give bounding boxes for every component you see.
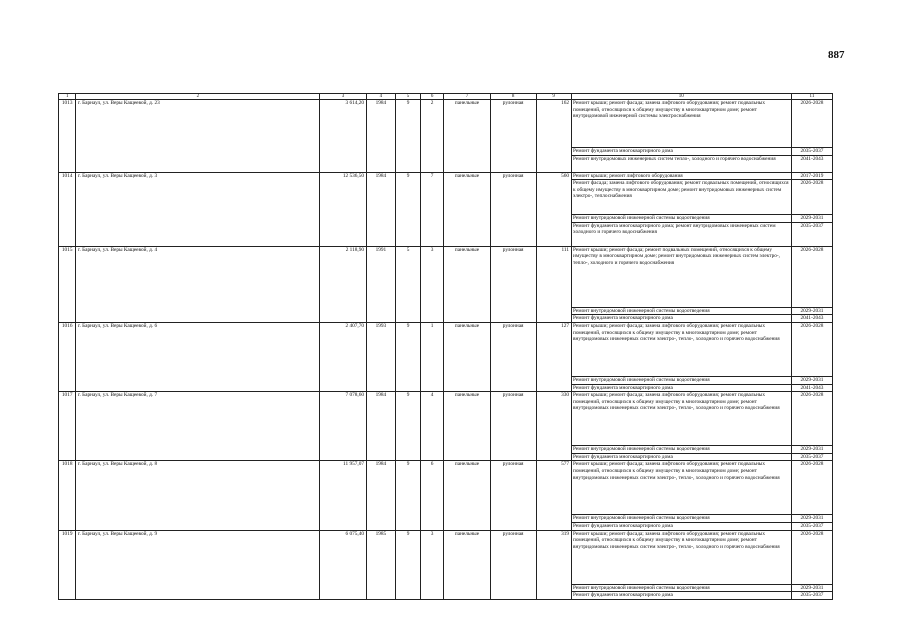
repair-period: 2029-2031 <box>791 215 832 223</box>
repair-period: 2041-2043 <box>791 384 832 392</box>
building-number: 1016 <box>59 322 76 391</box>
column-number: 10 <box>571 94 791 100</box>
roof-type: рулонная <box>490 461 536 530</box>
roof-type: рулонная <box>490 530 536 599</box>
building-address: г. Барнаул, ул. Веры Кащеевой, д. 6 <box>76 322 320 391</box>
floors-count: 5 <box>396 246 421 322</box>
table-row <box>59 530 833 584</box>
building-address: г. Барнаул, ул. Веры Кащеевой, д. 4 <box>76 246 320 322</box>
building-address: г. Барнаул, ул. Веры Кащеевой, д. 3 <box>76 172 320 246</box>
repair-period: 2035-2037 <box>791 453 832 461</box>
repair-period: 2029-2031 <box>791 376 832 384</box>
building-area: 6 075,40 <box>320 530 366 599</box>
column-number: 1 <box>59 94 76 100</box>
repair-work-description: Ремонт крыши; ремонт фасада; замена лифтового оборудования; ремонт подвальных помещений, относящихся к общему имуществу в многоквартирном доме; ремонт внутридомовых инженерных систем электро-, тепло-, холодного и горячего водоснабжения <box>571 461 791 515</box>
residents-count: 111 <box>536 246 571 322</box>
building-number: 1018 <box>59 461 76 530</box>
repair-work-description: Ремонт внутридомовой инженерной системы водоотведения <box>571 446 791 454</box>
residents-count: 577 <box>536 461 571 530</box>
repair-period: 2026-2028 <box>791 100 832 148</box>
column-number: 4 <box>366 94 396 100</box>
building-number: 1014 <box>59 172 76 246</box>
building-area: 2 118,90 <box>320 246 366 322</box>
repair-period: 2029-2031 <box>791 584 832 592</box>
table-row <box>59 172 833 180</box>
repair-work-description: Ремонт фундамента многоквартирного дома <box>571 315 791 323</box>
column-number: 6 <box>420 94 444 100</box>
repair-work-description: Ремонт фундамента многоквартирного дома <box>571 453 791 461</box>
repair-work-description: Ремонт внутридомовой инженерной системы водоотведения <box>571 376 791 384</box>
building-address: г. Барнаул, ул. Веры Кащеевой, д. 8 <box>76 461 320 530</box>
residents-count: 162 <box>536 100 571 173</box>
building-year: 1984 <box>366 100 396 173</box>
residents-count: 560 <box>536 172 571 246</box>
building-number: 1017 <box>59 392 76 461</box>
entrances-count: 2 <box>420 100 444 173</box>
repair-period: 2029-2031 <box>791 515 832 523</box>
table-row <box>59 392 833 446</box>
repair-work-description: Ремонт крыши; ремонт фасада; замена лифтового оборудования; ремонт подвальных помещений, относящихся к общему имуществу в многоквартирном доме; ремонт внутридомовых инженерных систем электро-, тепло-, холодного и горячего водоснабжения <box>571 530 791 584</box>
roof-type: рулонная <box>490 172 536 246</box>
roof-type: рулонная <box>490 322 536 391</box>
entrances-count: 3 <box>420 246 444 322</box>
residents-count: 330 <box>536 392 571 461</box>
wall-material: панельные <box>444 530 490 599</box>
floors-count: 9 <box>396 322 421 391</box>
entrances-count: 7 <box>420 172 444 246</box>
repair-work-description: Ремонт фундамента многоквартирного дома; ремонт внутридомовых инженерных систем холодного и горячего водоснабжения <box>571 222 791 246</box>
repair-work-description: Ремонт фасада; замена лифтового оборудования; ремонт подвальных помещений, относящихся к общему имуществу в многоквартирном доме; ремонт внутридомовых инженерных систем электро-, теплоснабжения <box>571 180 791 215</box>
building-year: 1991 <box>366 246 396 322</box>
table-row <box>59 461 833 515</box>
repair-work-description: Ремонт внутридомовой инженерной системы водоотведения <box>571 215 791 223</box>
entrances-count: 1 <box>420 322 444 391</box>
repair-period: 2041-2043 <box>791 155 832 172</box>
repair-period: 2035-2037 <box>791 592 832 600</box>
column-number: 8 <box>490 94 536 100</box>
repair-work-description: Ремонт фундамента многоквартирного дома <box>571 592 791 600</box>
repair-work-description: Ремонт крыши; ремонт фасада; замена лифтового оборудования; ремонт подвальных помещений, относящихся к общему имуществу в многоквартирном доме; ремонт внутридомовых инженерных систем электро-, тепло-, холодного и горячего водоснабжения <box>571 322 791 376</box>
floors-count: 9 <box>396 530 421 599</box>
building-year: 1984 <box>366 461 396 530</box>
building-year: 1993 <box>366 322 396 391</box>
floors-count: 9 <box>396 461 421 530</box>
column-number: 7 <box>444 94 490 100</box>
roof-type: рулонная <box>490 246 536 322</box>
repair-work-description: Ремонт внутридомовой инженерной системы водоотведения <box>571 584 791 592</box>
column-number: 3 <box>320 94 366 100</box>
building-address: г. Барнаул, ул. Веры Кащеевой, д. 9 <box>76 530 320 599</box>
repair-work-description: Ремонт крыши; ремонт лифтового оборудования <box>571 172 791 180</box>
repair-work-description: Ремонт внутридомовой инженерной системы водоотведения <box>571 307 791 315</box>
repair-work-description: Ремонт внутридомовой инженерной системы водоотведения <box>571 515 791 523</box>
wall-material: панельные <box>444 392 490 461</box>
residents-count: 319 <box>536 530 571 599</box>
building-number: 1019 <box>59 530 76 599</box>
repair-period: 2026-2028 <box>791 530 832 584</box>
repair-period: 2029-2031 <box>791 446 832 454</box>
floors-count: 9 <box>396 100 421 173</box>
repair-work-description: Ремонт фундамента многоквартирного дома <box>571 522 791 530</box>
entrances-count: 3 <box>420 530 444 599</box>
table-row <box>59 100 833 148</box>
repair-work-description: Ремонт крыши; ремонт фасада; ремонт подвальных помещений, относящихся к общему имуществу в многоквартирном доме; ремонт внутридомовых инженерных систем электро-, тепло-, холодного и горячего водоснабжения <box>571 246 791 307</box>
column-number: 2 <box>76 94 320 100</box>
repair-period: 2035-2037 <box>791 148 832 156</box>
wall-material: панельные <box>444 322 490 391</box>
building-number: 1015 <box>59 246 76 322</box>
building-year: 1985 <box>366 530 396 599</box>
floors-count: 9 <box>396 172 421 246</box>
building-address: г. Барнаул, ул. Веры Кащеевой, д. 7 <box>76 392 320 461</box>
wall-material: панельные <box>444 100 490 173</box>
housing-repair-table <box>58 93 833 600</box>
repair-period: 2026-2028 <box>791 180 832 215</box>
repair-period: 2026-2028 <box>791 461 832 515</box>
entrances-count: 4 <box>420 392 444 461</box>
page-number: 887 <box>828 49 845 61</box>
repair-period: 2041-2043 <box>791 315 832 323</box>
wall-material: панельные <box>444 461 490 530</box>
repair-work-description: Ремонт внутридомовых инженерных систем тепло-, холодного и горячего водоснабжения <box>571 155 791 172</box>
repair-work-description: Ремонт крыши; ремонт фасада; замена лифтового оборудования; ремонт подвальных помещений, относящихся к общему имуществу в многоквартирном доме; ремонт внутридомовых инженерных систем электро-, тепло-, холодного и горячего водоснабжения <box>571 392 791 446</box>
repair-work-description: Ремонт фундамента многоквартирного дома <box>571 384 791 392</box>
repair-period: 2026-2028 <box>791 322 832 376</box>
roof-type: рулонная <box>490 392 536 461</box>
repair-period: 2035-2037 <box>791 222 832 246</box>
table-row <box>59 322 833 376</box>
repair-period: 2017-2019 <box>791 172 832 180</box>
floors-count: 9 <box>396 392 421 461</box>
repair-period: 2035-2037 <box>791 522 832 530</box>
building-address: г. Барнаул, ул. Веры Кащеевой, д. 23 <box>76 100 320 173</box>
column-number: 9 <box>536 94 571 100</box>
residents-count: 127 <box>536 322 571 391</box>
building-number: 1013 <box>59 100 76 173</box>
repair-period: 2026-2028 <box>791 246 832 307</box>
building-year: 1984 <box>366 172 396 246</box>
wall-material: панельные <box>444 172 490 246</box>
repair-period: 2029-2031 <box>791 307 832 315</box>
building-year: 1984 <box>366 392 396 461</box>
repair-work-description: Ремонт крыши; ремонт фасада; замена лифтового оборудования; ремонт подвальных помещений, относящихся к общему имуществу в многоквартирном доме; ремонт внутридомовой инженерной системы электроснабжения <box>571 100 791 148</box>
building-area: 12 536,50 <box>320 172 366 246</box>
table-row <box>59 246 833 307</box>
repair-period: 2026-2028 <box>791 392 832 446</box>
building-area: 7 078,60 <box>320 392 366 461</box>
repair-work-description: Ремонт фундамента многоквартирного дома <box>571 148 791 156</box>
entrances-count: 6 <box>420 461 444 530</box>
wall-material: панельные <box>444 246 490 322</box>
building-area: 11 957,07 <box>320 461 366 530</box>
column-number: 11 <box>791 94 832 100</box>
column-number: 5 <box>396 94 421 100</box>
roof-type: рулонная <box>490 100 536 173</box>
building-area: 3 614,20 <box>320 100 366 173</box>
building-area: 2 407,70 <box>320 322 366 391</box>
